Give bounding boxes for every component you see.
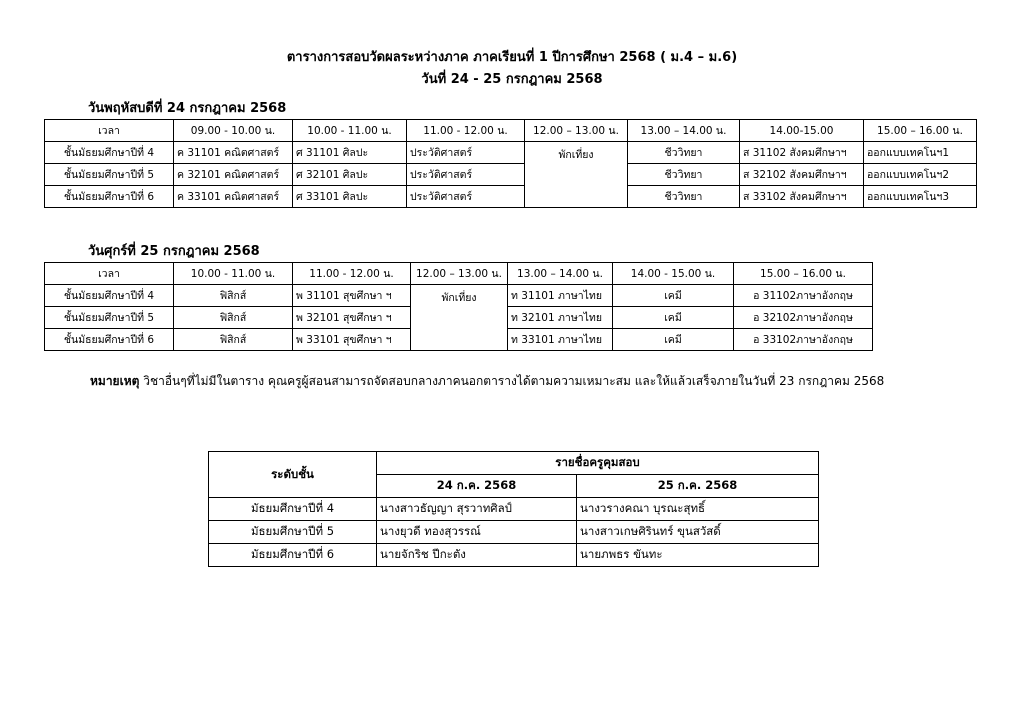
level-cell: ชั้นมัธยมศึกษาปีที่ 5	[45, 164, 174, 186]
table-row	[209, 544, 819, 567]
proctor-table	[208, 451, 819, 567]
level-cell: ชั้นมัธยมศึกษาปีที่ 6	[45, 329, 174, 351]
subject-cell: พ 31101 สุขศึกษา ฯ	[293, 285, 411, 307]
header-cell: 11.00 - 12.00 น.	[293, 263, 411, 285]
header-cell: 10.00 - 11.00 น.	[293, 120, 407, 142]
subject-cell: พ 32101 สุขศึกษา ฯ	[293, 307, 411, 329]
header-cell: 12.00 – 13.00 น.	[411, 263, 508, 285]
subject-cell: พ 33101 สุขศึกษา ฯ	[293, 329, 411, 351]
subject-cell: ส 32102 สังคมศึกษาฯ	[740, 164, 864, 186]
header-cell: 12.00 – 13.00 น.	[525, 120, 628, 142]
proctor-cell: นางสาวธัญญา สุรวาทศิลป์	[377, 498, 577, 521]
header-cell: 11.00 - 12.00 น.	[407, 120, 525, 142]
schedule-table-day2	[44, 262, 873, 351]
proctor-cell: นางยุวดี ทองสุวรรณ์	[377, 521, 577, 544]
remark	[90, 372, 884, 391]
subject-cell: ประวัติศาสตร์	[407, 164, 525, 186]
header-cell: 10.00 - 11.00 น.	[174, 263, 293, 285]
header-cell: เวลา	[45, 120, 174, 142]
proctor-cell: นางสาวเกษศิรินทร์ ขุนสวัสดิ์	[577, 521, 819, 544]
table-row	[45, 164, 977, 186]
day1-heading: วันพฤหัสบดีที่ 24 กรกฎาคม 2568	[88, 101, 287, 116]
table-header-row	[209, 452, 819, 475]
subject-cell: ออกแบบเทคโนฯ3	[864, 186, 977, 208]
level-cell: ชั้นมัธยมศึกษาปีที่ 5	[45, 307, 174, 329]
subject-cell: อ 32102ภาษาอังกฤษ	[734, 307, 873, 329]
subject-cell: ชีววิทยา	[628, 142, 740, 164]
header-cell: 13.00 – 14.00 น.	[628, 120, 740, 142]
header-cell: 15.00 – 16.00 น.	[734, 263, 873, 285]
schedule-table-day1	[44, 119, 977, 208]
level-cell: มัธยมศึกษาปีที่ 4	[209, 498, 377, 521]
subject-cell: ประวัติศาสตร์	[407, 186, 525, 208]
remark-label: หมายเหตุ	[90, 374, 140, 388]
date-header: 24 ก.ค. 2568	[377, 475, 577, 498]
header-cell: 13.00 – 14.00 น.	[508, 263, 613, 285]
subject-cell: อ 33102ภาษาอังกฤษ	[734, 329, 873, 351]
subject-cell: ออกแบบเทคโนฯ1	[864, 142, 977, 164]
document-subtitle: วันที่ 24 - 25 กรกฎาคม 2568	[421, 72, 603, 87]
table-row	[45, 186, 977, 208]
remark-text: วิชาอื่นๆที่ไม่มีในตาราง คุณครูผู้สอนสามารถจัดสอบกลางภาคนอกตารางได้ตามความเหมาะสม และให้แล้วเสร็จภายในวันที่ 23 กรกฎาคม 2568	[139, 374, 885, 388]
subject-cell: ประวัติศาสตร์	[407, 142, 525, 164]
subject-cell: เคมี	[613, 307, 734, 329]
subject-cell: ชีววิทยา	[628, 164, 740, 186]
table-row	[45, 285, 873, 307]
proctor-names-header: รายชื่อครูคุมสอบ	[377, 452, 819, 475]
subject-cell: ท 33101 ภาษาไทย	[508, 329, 613, 351]
subject-cell: ค 32101 คณิตศาสตร์	[174, 164, 293, 186]
level-cell: มัธยมศึกษาปีที่ 6	[209, 544, 377, 567]
level-cell: ชั้นมัธยมศึกษาปีที่ 4	[45, 285, 174, 307]
subject-cell: ส 33102 สังคมศึกษาฯ	[740, 186, 864, 208]
header-cell: เวลา	[45, 263, 174, 285]
document-title: ตารางการสอบวัดผลระหว่างภาค ภาคเรียนที่ 1 ปีการศึกษา 2568 ( ม.4 – ม.6)	[286, 50, 738, 65]
level-cell: มัธยมศึกษาปีที่ 5	[209, 521, 377, 544]
level-cell: ชั้นมัธยมศึกษาปีที่ 6	[45, 186, 174, 208]
table-row	[209, 498, 819, 521]
header-cell: 15.00 – 16.00 น.	[864, 120, 977, 142]
subject-cell: ท 32101 ภาษาไทย	[508, 307, 613, 329]
table-row	[45, 142, 977, 164]
proctor-cell: นายภพธร ขันทะ	[577, 544, 819, 567]
level-cell: ชั้นมัธยมศึกษาปีที่ 4	[45, 142, 174, 164]
subject-cell: ค 31101 คณิตศาสตร์	[174, 142, 293, 164]
level-header: ระดับชั้น	[209, 452, 377, 498]
subject-cell: ฟิสิกส์	[174, 329, 293, 351]
table-row	[209, 521, 819, 544]
subject-cell: เคมี	[613, 285, 734, 307]
lunch-cell: พักเที่ยง	[411, 285, 508, 351]
subject-cell: ท 31101 ภาษาไทย	[508, 285, 613, 307]
header-cell: 14.00-15.00	[740, 120, 864, 142]
lunch-cell: พักเที่ยง	[525, 142, 628, 208]
header-cell: 14.00 - 15.00 น.	[613, 263, 734, 285]
day2-heading: วันศุกร์ที่ 25 กรกฎาคม 2568	[88, 244, 260, 259]
subject-cell: ศ 33101 ศิลปะ	[293, 186, 407, 208]
subject-cell: เคมี	[613, 329, 734, 351]
proctor-cell: นางวรางคณา บุรณะสุทธิ์	[577, 498, 819, 521]
subject-cell: ชีววิทยา	[628, 186, 740, 208]
subject-cell: ฟิสิกส์	[174, 285, 293, 307]
subject-cell: ศ 32101 ศิลปะ	[293, 164, 407, 186]
subject-cell: ศ 31101 ศิลปะ	[293, 142, 407, 164]
table-header-row	[45, 263, 873, 285]
header-cell: 09.00 - 10.00 น.	[174, 120, 293, 142]
subject-cell: อ 31102ภาษาอังกฤษ	[734, 285, 873, 307]
subject-cell: ค 33101 คณิตศาสตร์	[174, 186, 293, 208]
proctor-cell: นายจักริช ปีกะตัง	[377, 544, 577, 567]
subject-cell: ออกแบบเทคโนฯ2	[864, 164, 977, 186]
subject-cell: ส 31102 สังคมศึกษาฯ	[740, 142, 864, 164]
subject-cell: ฟิสิกส์	[174, 307, 293, 329]
table-header-row	[45, 120, 977, 142]
date-header: 25 ก.ค. 2568	[577, 475, 819, 498]
